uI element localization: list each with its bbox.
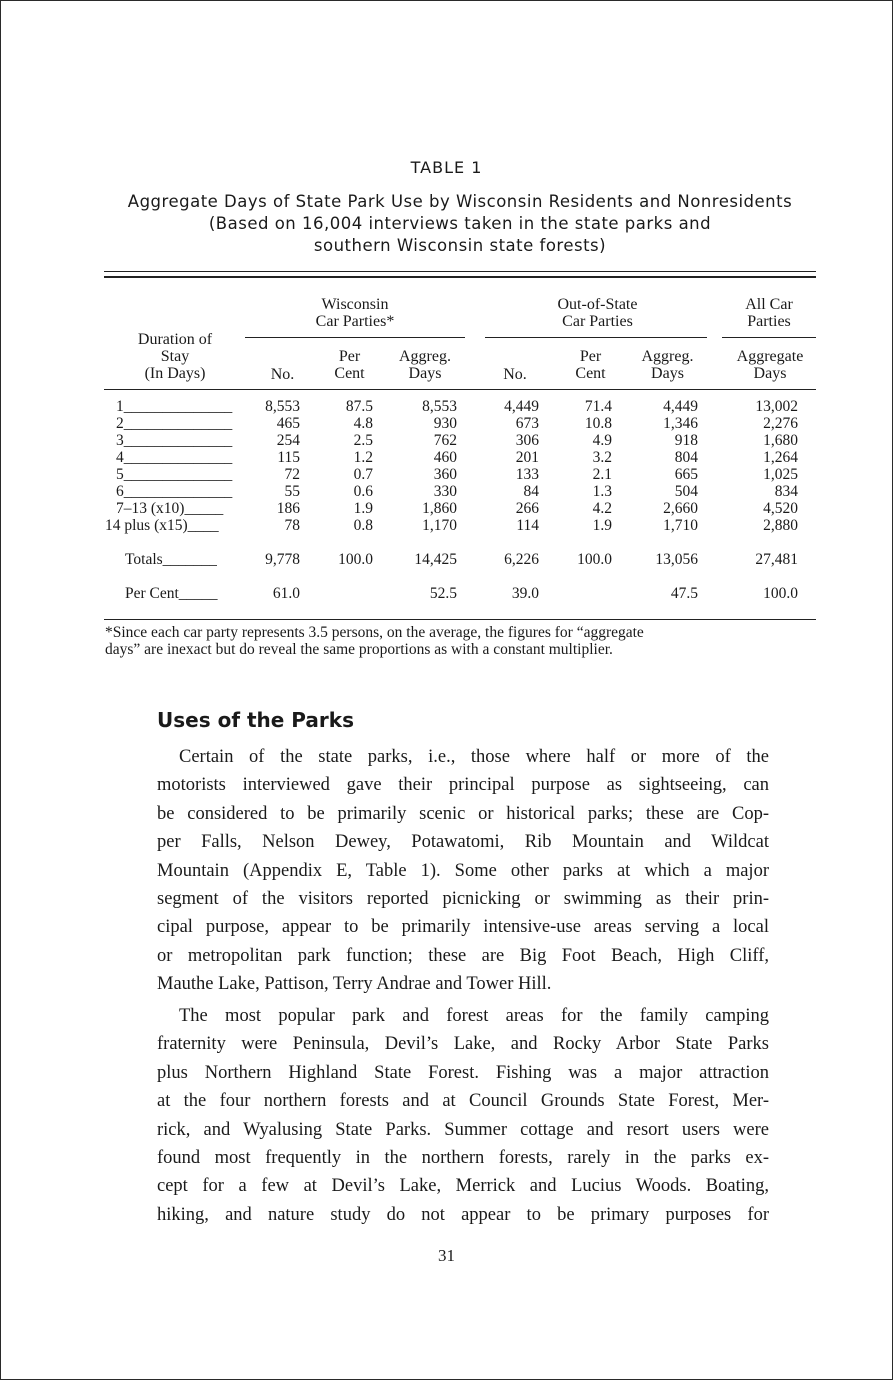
table-title-line: (Based on 16,004 interviews taken in the state parks and: [208, 214, 712, 233]
table-label: TABLE 1: [410, 158, 483, 177]
paragraph-line: be considered to be primarily scenic or historical parks; these are Cop-: [157, 803, 769, 824]
paragraph-line: per Falls, Nelson Dewey, Potawatomi, Rib Mountain and Wildcat: [157, 832, 769, 853]
paragraph-line: Mountain (Appendix E, Table 1). Some other parks at which a major: [157, 860, 769, 881]
header-aggregate-days: Aggregate Days: [736, 348, 804, 382]
row-label: 14 plus (x15)____: [105, 517, 219, 534]
table-title-line: Aggregate Days of State Park Use by Wisconsin Residents and Nonresidents: [127, 192, 793, 211]
section-heading: Uses of the Parks: [157, 708, 354, 732]
header-wisconsin-group: Wisconsin Car Parties*: [315, 296, 395, 330]
paragraph-line: found most frequently in the northern forests, rarely in the parks ex-: [157, 1147, 769, 1168]
table-footnote: *Since each car party represents 3.5 persons, on the average, the figures for “aggregate days” are inexact but do reveal the same proportions as with a constant multiplier.: [105, 624, 644, 658]
paragraph-2: [157, 1002, 769, 1229]
row-label: Per Cent_____: [125, 585, 218, 602]
paragraph-1: [157, 743, 769, 999]
header-group-rule: [722, 337, 816, 338]
row-label: 6______________: [116, 483, 233, 500]
paragraph-line: fraternity were Peninsula, Devil’s Lake, and Rocky Arbor State Parks: [157, 1034, 769, 1055]
header-wi-aggreg-days: Aggreg. Days: [399, 348, 451, 382]
table-top-rule: [104, 271, 816, 272]
header-all-group: All Car Parties: [745, 296, 793, 330]
row-label: 3______________: [116, 432, 233, 449]
row-label: 5______________: [116, 466, 233, 483]
table-bottom-rule: [104, 619, 816, 620]
row-label: Totals_______: [125, 551, 217, 568]
paragraph-line: or metropolitan park function; these are Big Foot Beach, High Cliff,: [157, 945, 769, 966]
paragraph-line: cept for a few at Devil’s Lake, Merrick and Lucius Woods. Boating,: [157, 1176, 769, 1197]
table-title-line: southern Wisconsin state forests): [313, 236, 607, 255]
row-label: 4______________: [116, 449, 233, 466]
paragraph-line: rick, and Wyalusing State Parks. Summer cottage and resort users were: [157, 1119, 769, 1140]
header-group-rule: [245, 337, 465, 338]
paragraph-line: motorists interviewed gave their principal purpose as sightseeing, can: [157, 775, 769, 796]
paragraph-line: plus Northern Highland State Forest. Fishing was a major attraction: [157, 1062, 769, 1083]
page-number: 31: [438, 1246, 455, 1265]
row-label: 2______________: [116, 415, 233, 432]
paragraph-line: cipal purpose, appear to be primarily intensive-use areas serving a local: [157, 917, 769, 938]
header-duration: Duration of Stay (In Days): [137, 331, 213, 382]
header-os-per-cent: Per Cent: [575, 348, 606, 382]
header-os-aggreg-days: Aggreg. Days: [641, 348, 694, 382]
header-out-of-state-group: Out-of-State Car Parties: [557, 296, 638, 330]
header-os-no: No.: [503, 366, 527, 383]
paragraph-line: Certain of the state parks, i.e., those where half or more of the: [179, 747, 769, 767]
paragraph-line: Mauthe Lake, Pattison, Terry Andrae and Tower Hill.: [157, 974, 552, 995]
table-top-rule: [104, 276, 816, 278]
paragraph-line: hiking, and nature study do not appear to be primary purposes for: [157, 1204, 769, 1225]
paragraph-line: segment of the visitors reported picnicking or swimming as their prin-: [157, 888, 769, 909]
header-wi-no: No.: [270, 366, 295, 383]
header-group-rule: [485, 337, 707, 338]
row-label: 1______________: [116, 398, 233, 415]
table-header-rule: [104, 389, 816, 390]
paragraph-line: The most popular park and forest areas for the family camping: [179, 1006, 769, 1026]
paragraph-line: at the four northern forests and at Council Grounds State Forest, Mer-: [157, 1091, 769, 1112]
table-title: [90, 191, 830, 257]
header-wi-per-cent: Per Cent: [334, 348, 365, 382]
row-label: 7–13 (x10)_____: [116, 500, 224, 517]
